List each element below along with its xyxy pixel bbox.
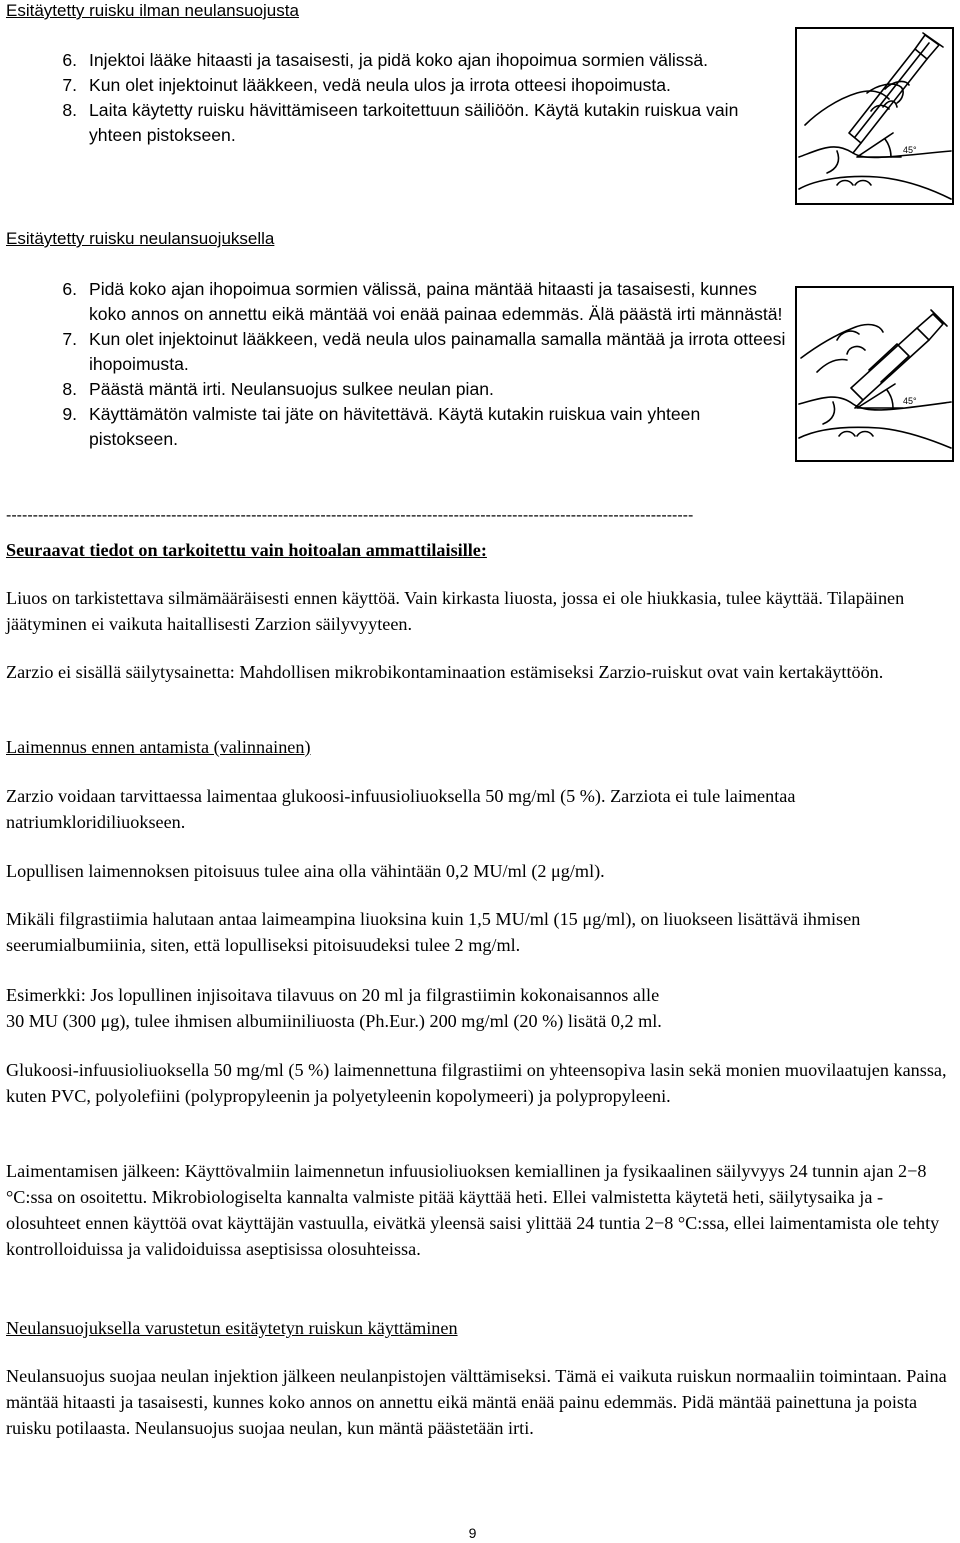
step-text: Kun olet injektoinut lääkkeen, vedä neula ulos painamalla samalla mäntää ja irrota otteesi ihopoimusta. [89,329,786,374]
angle-label: 45° [903,396,917,406]
angle-label: 45° [903,145,917,155]
injection-illustration-no-guard [795,27,954,205]
step-text: Päästä mäntä irti. Neulansuojus sulkee neulan pian. [89,379,494,399]
paragraph-dilution: Zarzio voidaan tarvittaessa laimentaa glukoosi-infuusioliuoksella 50 mg/ml (5 %). Zarziota ei tule laimentaa natriumkloridiliuokseen. [6,786,796,832]
example-line-2: 30 MU (300 μg), tulee ihmisen albumiiniliuosta (Ph.Eur.) 200 mg/ml (20 %) lisätä 0,2 ml. [6,1011,662,1031]
dashed-separator: --------------------------------------------------------------------------------------------------------------------------------- [6,507,694,524]
paragraph-inspection: Liuos on tarkistettava silmämääräisesti ennen käyttöä. Vain kirkasta liuosta, jossa ei ole hiukkasia, tulee käyttää. Tilapäinen jäätyminen ei vaikuta haitallisesti Zarzion säilyvyyteen. [6,588,905,634]
section-heading-no-guard: Esitäytetty ruisku ilman neulansuojusta [6,1,299,20]
paragraph-example [6,982,950,1034]
paragraph-compatibility: Glukoosi-infuusioliuoksella 50 mg/ml (5 %) laimennettuna filgrastiimi on yhteensopiva lasin sekä monien muovilaatujen kanssa, kuten PVC, polyolefiini (polypropyleenin ja polyetyleenin kopolymeeri) ja polypropyleeni. [6,1060,947,1106]
step-number: 7. [62,329,77,349]
list-item [47,277,787,327]
paragraph-needle-guard: Neulansuojus suojaa neulan injektion jälkeen neulanpistojen välttämiseksi. Tämä ei vaikuta ruiskun normaaliin toimintaan. Paina mäntää hitaasti ja tasaisesti, kunnes koko annos on annettu eikä mäntä enää painu edemmäs. Pidä mäntää painettuna ja poista ruisku potilaasta. Neulansuojus suojaa neulan, kun mäntä päästetään irti. [6,1366,947,1438]
syringe-hand-drawing [797,29,952,203]
steps-list-no-guard [47,48,787,148]
list-item [47,48,787,73]
list-item [47,98,787,148]
professional-heading: Seuraavat tiedot on tarkoitettu vain hoitoalan ammattilaisille: [6,540,487,560]
example-line-1: Esimerkki: Jos lopullinen injisoitava tilavuus on 20 ml ja filgrastiimin kokonaisannos alle [6,985,660,1005]
injection-illustration-with-guard [795,286,954,462]
steps-list-with-guard [47,277,787,452]
paragraph-preservative: Zarzio ei sisällä säilytysainetta: Mahdollisen mikrobikontaminaation estämiseksi Zarzio-ruiskut ovat vain kertakäyttöön. [6,662,884,682]
step-text: Pidä koko ajan ihopoimua sormien välissä, paina mäntää hitaasti ja tasaisesti, kunnes koko annos on annettu eikä mäntää voi enää painaa edemmäs. Älä päästä irti männästä! [89,279,783,324]
list-item [47,327,787,377]
list-item [47,377,787,402]
step-text: Kun olet injektoinut lääkkeen, vedä neula ulos ja irrota otteesi ihopoimusta. [89,75,671,95]
step-text: Käyttämätön valmiste tai jäte on hävitettävä. Käytä kutakin ruiskua vain yhteen pistokseen. [89,404,701,449]
step-number: 8. [62,100,77,120]
step-number: 9. [62,404,77,424]
needle-guard-heading: Neulansuojuksella varustetun esitäytetyn ruiskun käyttäminen [6,1318,458,1338]
step-number: 6. [62,50,77,70]
list-item [47,73,787,98]
syringe-guard-hand-drawing [797,288,952,460]
paragraph-concentration: Lopullisen laimennoksen pitoisuus tulee aina olla vähintään 0,2 MU/ml (2 μg/ml). [6,861,605,881]
page-number: 9 [468,1525,477,1541]
paragraph-albumin: Mikäli filgrastiimia halutaan antaa laimeampina liuoksina kuin 1,5 MU/ml (15 μg/ml), on liuokseen lisättävä ihmisen seerumialbumiinia, siten, että lopulliseksi pitoisuudeksi tulee 2 mg/ml. [6,909,861,955]
paragraph-stability: Laimentamisen jälkeen: Käyttövalmiin laimennetun infuusioliuoksen kemiallinen ja fysikaalinen säilyvyys 24 tunnin ajan 2−8 °C:ssa on osoitettu. Mikrobiologiselta kannalta valmiste pitää käyttää heti. Ellei valmistetta käytetä heti, säilytysaika ja -olosuhteet ennen käyttöä ovat käyttäjän vastuulla, eivätkä yleensä saisi ylittää 24 tuntia 2−8 °C:ssa, ellei laimentamista ole tehty kontrolloiduissa ja validoiduissa aseptisissa olosuhteissa. [6,1161,940,1259]
dilution-heading: Laimennus ennen antamista (valinnainen) [6,737,311,757]
list-item [47,402,787,452]
step-number: 8. [62,379,77,399]
step-number: 7. [62,75,77,95]
section-heading-with-guard: Esitäytetty ruisku neulansuojuksella [6,229,275,248]
step-text: Injektoi lääke hitaasti ja tasaisesti, ja pidä koko ajan ihopoimua sormien välissä. [89,50,709,70]
step-number: 6. [62,279,77,299]
step-text: Laita käytetty ruisku hävittämiseen tarkoitettuun säiliöön. Käytä kutakin ruiskua vain yhteen pistokseen. [89,100,739,145]
